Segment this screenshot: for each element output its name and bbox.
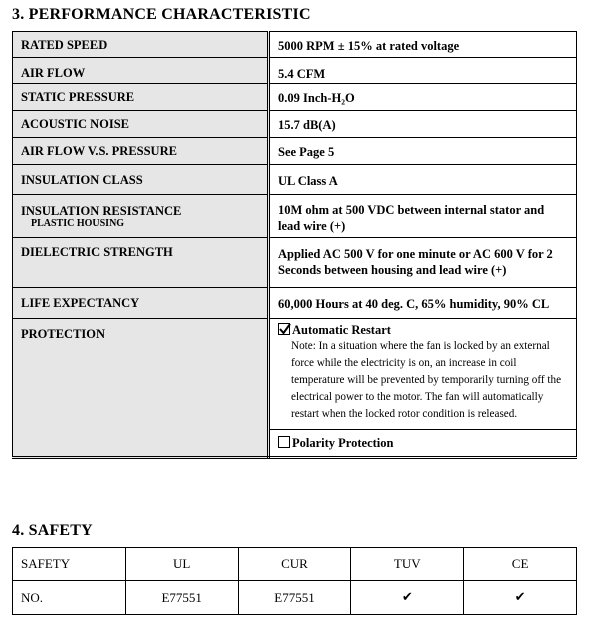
row-label: AIR FLOW V.S. PRESSURE xyxy=(13,138,269,165)
header-cell: UL xyxy=(125,548,238,581)
table-row xyxy=(13,84,577,111)
table-row xyxy=(13,288,577,319)
row-value: 0.09 Inch-H₂O xyxy=(269,84,577,111)
row-label-text: INSULATION RESISTANCE xyxy=(21,204,182,218)
table-row xyxy=(13,581,577,615)
header-cell: CUR xyxy=(238,548,351,581)
header-cell: CE xyxy=(464,548,577,581)
row-value: 10M ohm at 500 VDC between internal stator and lead wire (+) xyxy=(269,195,577,238)
table-row xyxy=(13,238,577,288)
table-row xyxy=(13,32,577,58)
row-label: PROTECTION xyxy=(13,319,269,458)
table-cell: NO. xyxy=(13,581,126,615)
row-label: INSULATION CLASS xyxy=(13,165,269,195)
table-row xyxy=(13,195,577,238)
row-label: ACOUSTIC NOISE xyxy=(13,111,269,138)
table-row xyxy=(13,111,577,138)
polarity-option xyxy=(270,429,576,456)
safety-table xyxy=(12,547,577,615)
row-label: AIR FLOW xyxy=(13,58,269,84)
auto-restart-label: Automatic Restart xyxy=(292,323,391,337)
protection-cell xyxy=(269,319,577,458)
table-row xyxy=(13,319,577,458)
row-value: See Page 5 xyxy=(269,138,577,165)
table-row xyxy=(13,58,577,84)
row-value: 15.7 dB(A) xyxy=(269,111,577,138)
table-header-row xyxy=(13,548,577,581)
row-value: UL Class A xyxy=(269,165,577,195)
table-cell: E77551 xyxy=(238,581,351,615)
auto-restart-checkbox[interactable] xyxy=(278,323,290,335)
row-label: RATED SPEED xyxy=(13,32,269,58)
auto-restart-option xyxy=(278,323,572,338)
row-value: 5.4 CFM xyxy=(269,58,577,84)
table-row xyxy=(13,165,577,195)
performance-table xyxy=(12,31,577,459)
performance-section-title: 3. PERFORMANCE CHARACTERISTIC xyxy=(12,6,311,23)
safety-section-title: 4. SAFETY xyxy=(12,522,93,539)
row-label: LIFE EXPECTANCY xyxy=(13,288,269,319)
row-value: 60,000 Hours at 40 deg. C, 65% humidity, 90% CL xyxy=(269,288,577,319)
row-label: DIELECTRIC STRENGTH xyxy=(13,238,269,288)
polarity-checkbox[interactable] xyxy=(278,436,290,448)
table-cell: E77551 xyxy=(125,581,238,615)
table-row xyxy=(13,138,577,165)
row-value: 5000 RPM ± 15% at rated voltage xyxy=(269,32,577,58)
header-cell: SAFETY xyxy=(13,548,126,581)
header-cell: TUV xyxy=(351,548,464,581)
tuv-check-icon: ✔ xyxy=(351,581,464,615)
row-label: STATIC PRESSURE xyxy=(13,84,269,111)
row-sublabel: PLASTIC HOUSING xyxy=(31,218,125,229)
auto-restart-note: Note: In a situation where the fan is locked by an external force while the electricity is on, an increase in coil temperature will be prevented by temporarily turning off the electrical power to the motor. The fan will automatically restart when the locked rotor condition is released. xyxy=(291,340,562,420)
polarity-label: Polarity Protection xyxy=(292,436,394,450)
ce-check-icon: ✔ xyxy=(464,581,577,615)
checkmark-icon xyxy=(278,322,292,336)
row-value: Applied AC 500 V for one minute or AC 600 V for 2 Seconds between housing and lead wire (+) xyxy=(269,238,577,288)
row-label xyxy=(13,195,269,238)
